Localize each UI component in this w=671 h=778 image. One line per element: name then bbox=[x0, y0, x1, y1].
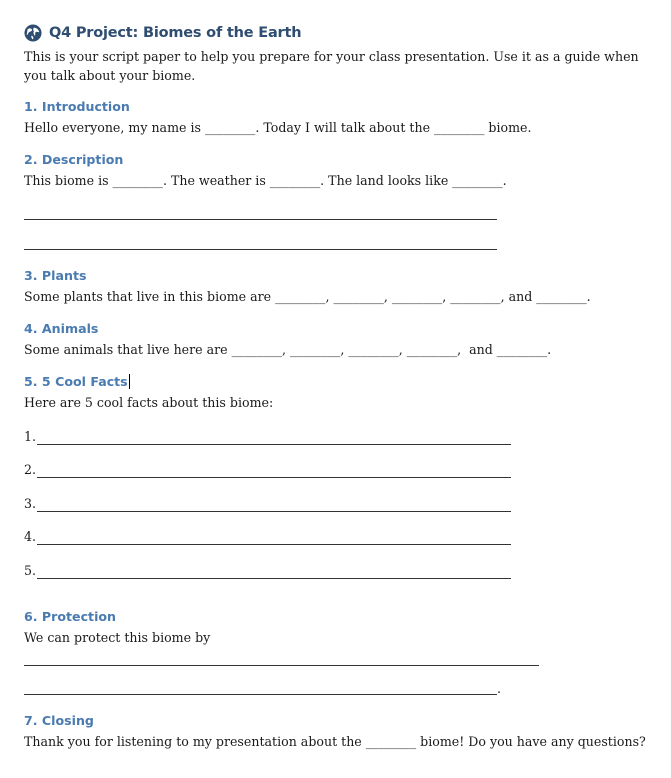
fact-answer-line-2[interactable] bbox=[37, 477, 511, 478]
protection-end-period: . bbox=[497, 681, 502, 696]
description-text: This biome is ________. The weather is ________. The land looks like ________. bbox=[24, 173, 507, 188]
heading-animals: 4. Animals bbox=[24, 321, 99, 336]
intro-paragraph: This is your script paper to help you prepare for your class presentation. Use it as a guide when you talk about your biome. bbox=[24, 49, 639, 83]
protection-answer-line-1[interactable] bbox=[24, 665, 539, 666]
plants-text: Some plants that live in this biome are ________, ________, ________, ________, and ________. bbox=[24, 289, 591, 304]
fact-answer-line-5[interactable] bbox=[37, 578, 511, 579]
heading-protection: 6. Protection bbox=[24, 609, 117, 624]
heading-description: 2. Description bbox=[24, 152, 124, 167]
cool-facts-heading-label: 5. 5 Cool Facts bbox=[24, 374, 128, 389]
document-title: Q4 Project: Biomes of the Earth bbox=[49, 25, 302, 41]
animals-text: Some animals that live here are ________, ________, ________, ________, and ________. bbox=[24, 342, 552, 357]
description-answer-line-1[interactable] bbox=[24, 219, 497, 220]
closing-text: Thank you for listening to my presentation about the ________ biome! Do you have any questions? bbox=[24, 734, 646, 749]
heading-introduction: 1. Introduction bbox=[24, 99, 130, 114]
heading-closing: 7. Closing bbox=[24, 713, 94, 728]
fact-number-1: 1. bbox=[24, 429, 37, 444]
title-row bbox=[24, 24, 301, 42]
globe-icon bbox=[24, 24, 42, 42]
fact-number-4: 4. bbox=[24, 529, 37, 544]
introduction-text: Hello everyone, my name is ________. Today I will talk about the ________ biome. bbox=[24, 120, 532, 135]
fact-answer-line-3[interactable] bbox=[37, 511, 511, 512]
fact-answer-line-1[interactable] bbox=[37, 444, 511, 445]
protection-text: We can protect this biome by bbox=[24, 630, 211, 645]
fact-number-5: 5. bbox=[24, 563, 37, 578]
fact-number-2: 2. bbox=[24, 462, 37, 477]
protection-answer-line-2[interactable] bbox=[24, 694, 497, 695]
heading-plants: 3. Plants bbox=[24, 268, 87, 283]
cool-facts-text: Here are 5 cool facts about this biome: bbox=[24, 395, 274, 410]
heading-cool-facts bbox=[24, 374, 130, 389]
text-cursor bbox=[129, 374, 130, 389]
description-answer-line-2[interactable] bbox=[24, 249, 497, 250]
fact-number-3: 3. bbox=[24, 496, 37, 511]
fact-answer-line-4[interactable] bbox=[37, 544, 511, 545]
